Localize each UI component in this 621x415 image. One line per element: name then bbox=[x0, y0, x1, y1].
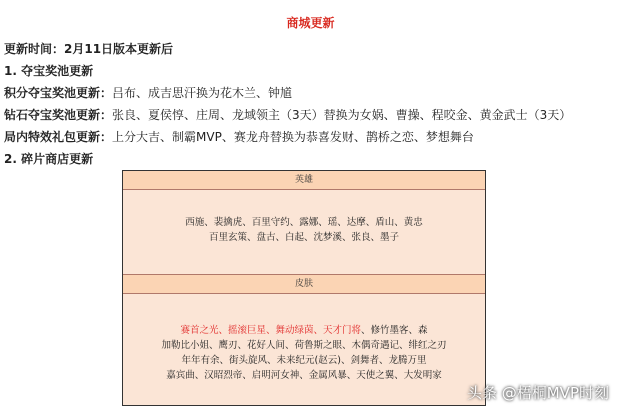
section-heading-pool: 1. 夺宝奖池更新 bbox=[4, 64, 94, 78]
fragment-shop-table bbox=[122, 170, 486, 406]
skins-line-4: 嘉宾曲、汉昭烈帝、启明河女神、金属风暴、天使之翼、大发明家 bbox=[166, 370, 442, 381]
points-pool-text: 吕布、成吉思汗换为花木兰、钟馗 bbox=[112, 86, 293, 100]
watermark: 头条 @梧桐MVP时刻 bbox=[466, 384, 609, 402]
skins-line-1-rest: 、修竹墨客、森 bbox=[361, 325, 428, 336]
heroes-header: 英雄 bbox=[123, 171, 485, 190]
special-pack-text: 上分大吉、制霸MVP、赛龙舟替换为恭喜发财、鹊桥之恋、梦想舞台 bbox=[112, 130, 474, 144]
skins-line-2: 加勒比小姐、鹰刃、花好人间、荷鲁斯之眼、木偶奇遇记、绯红之刃 bbox=[161, 340, 447, 351]
special-pack-label: 局内特效礼包更新： bbox=[4, 130, 113, 144]
skins-line-1 bbox=[123, 323, 485, 338]
heroes-line-2: 百里玄策、盘古、白起、沈梦溪、张良、墨子 bbox=[208, 232, 399, 243]
update-time: 更新时间：2月11日版本更新后 bbox=[4, 42, 174, 56]
page-title: 商城更新 bbox=[286, 16, 335, 30]
diamond-pool-line bbox=[4, 106, 571, 123]
special-pack-line bbox=[4, 128, 474, 145]
diamond-pool-label: 钻石夺宝奖池更新： bbox=[4, 108, 113, 122]
skins-line-3: 年年有余、街头旋风、未来纪元(赵云)、剑舞者、龙腾万里 bbox=[181, 355, 427, 366]
diamond-pool-text: 张良、夏侯惇、庄周、龙域领主（3天）替换为女娲、曹操、程咬金、黄金武士（3天） bbox=[112, 108, 572, 122]
skins-header: 皮肤 bbox=[123, 274, 485, 294]
points-pool-line bbox=[4, 84, 292, 101]
heroes-line-1: 西施、裴擒虎、百里守约、露娜、瑶、达摩、盾山、黄忠 bbox=[185, 217, 423, 228]
section-heading-shop: 2. 碎片商店更新 bbox=[4, 152, 94, 166]
skins-highlight: 赛首之光、摇滚巨星、舞动绿茵、天才门将 bbox=[180, 325, 361, 336]
points-pool-label: 积分夺宝奖池更新： bbox=[4, 86, 113, 100]
